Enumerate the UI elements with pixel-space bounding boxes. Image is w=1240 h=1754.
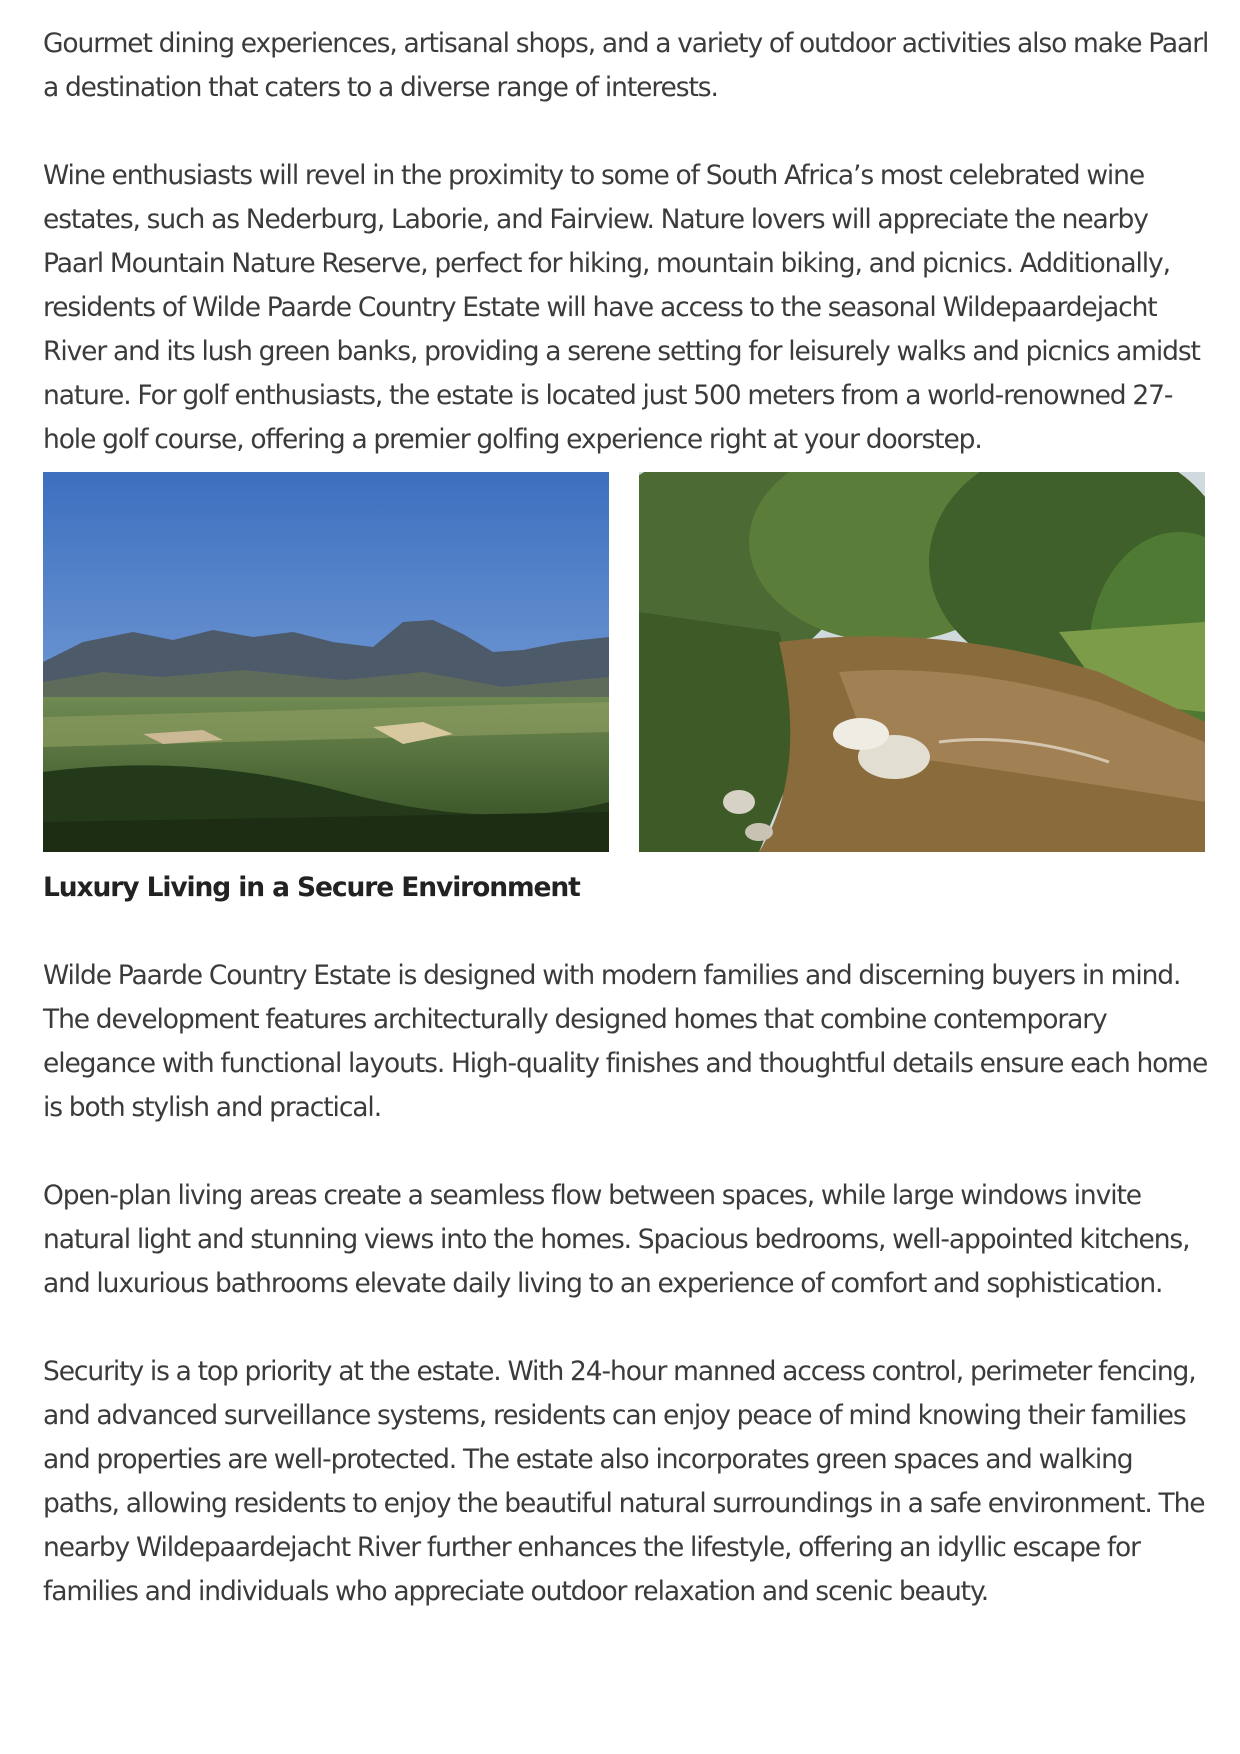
river-stream-photo [639, 472, 1205, 852]
intro-paragraph-dining: Gourmet dining experiences, artisanal shops, and a variety of outdoor activities also make Paarl a destination that caters to a diverse range of interests. [43, 28, 1209, 103]
section-paragraph-security: Security is a top priority at the estate. With 24-hour manned access control, perimeter fencing, and advanced surveillance systems, residents can enjoy peace of mind knowing their families and properties are well-protected. The estate also incorporates green spaces and walking paths, allowing residents to enjoy the beautiful natural surroundings in a safe environment. The nearby Wildepaardejacht River further enhances the lifestyle, offering an idyllic escape for families and individuals who appreciate outdoor relaxation and scenic beauty. [43, 1356, 1205, 1607]
document-page [43, 22, 1213, 1614]
section-heading: Luxury Living in a Secure Environment [43, 872, 580, 903]
section-paragraph-living: Open-plan living areas create a seamless flow between spaces, while large windows invite natural light and stunning views into the homes. Spacious bedrooms, well-appointed kitchens, and luxurious bathrooms elevate daily living to an experience of comfort and sophistication. [43, 1180, 1190, 1299]
paragraph-spacer [43, 1130, 1213, 1174]
photo-row [43, 472, 1213, 852]
paragraph-spacer [43, 1306, 1213, 1350]
paragraph-spacer [43, 910, 1213, 954]
paragraph-spacer [43, 110, 1213, 154]
intro-paragraph-nature: Wine enthusiasts will revel in the proximity to some of South Africa’s most celebrated wine estates, such as Nederburg, Laborie, and Fairview. Nature lovers will appreciate the nearby Paarl Mountain Nature Reserve, perfect for hiking, mountain biking, and picnics. Additionally, residents of Wilde Paarde Country Estate will have access to the seasonal Wildepaardejacht River and its lush green banks, providing a serene setting for leisurely walks and picnics amidst nature. For golf enthusiasts, the estate is located just 500 meters from a world-renowned 27-hole golf course, offering a premier golfing experience right at your doorstep. [43, 160, 1200, 455]
mountain-landscape-photo [43, 472, 609, 852]
section-paragraph-design: Wilde Paarde Country Estate is designed with modern families and discerning buyers in mind. The development features architecturally designed homes that combine contemporary elegance with functional layouts. High-quality finishes and thoughtful details ensure each home is both stylish and practical. [43, 960, 1208, 1123]
